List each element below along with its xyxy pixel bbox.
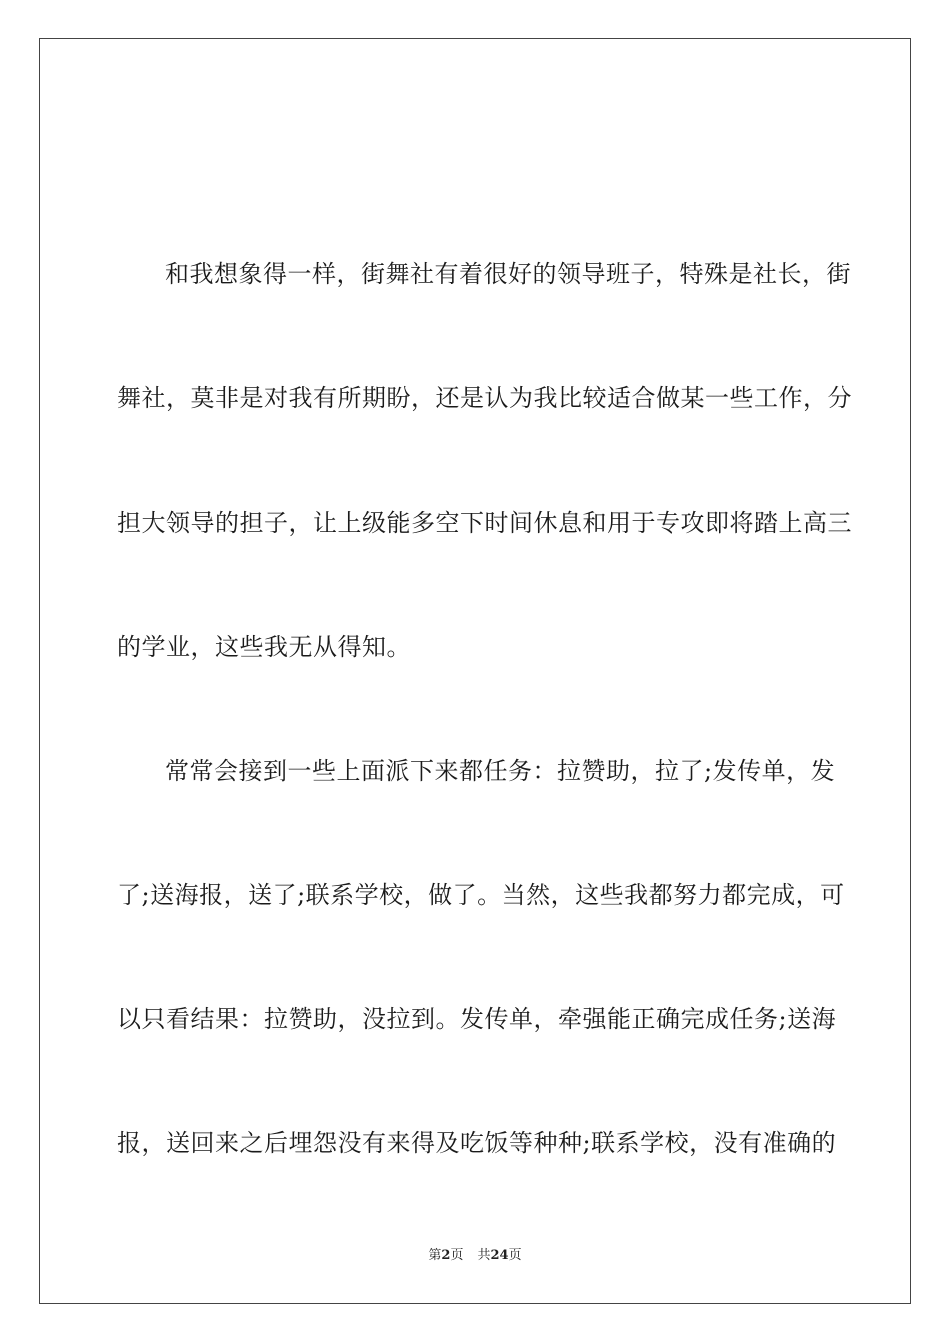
paragraph-2-line-3: 以只看结果：拉赞助，没拉到。发传单，牵强能正确完成任务;送海 — [117, 1005, 837, 1033]
paragraph-2-line-2: 了;送海报，送了;联系学校，做了。当然，这些我都努力都完成，可 — [117, 881, 845, 909]
paragraph-1-line-2: 舞社，莫非是对我有所期盼，还是认为我比较适合做某一些工作，分 — [117, 384, 852, 412]
page-border — [39, 38, 911, 1304]
paragraph-1-line-4: 的学业，这些我无从得知。 — [117, 633, 411, 661]
total-suffix: 页 — [508, 1248, 522, 1263]
total-pages: 24 — [490, 1248, 509, 1263]
page-prefix: 第 — [428, 1248, 442, 1263]
page-number: 2 — [441, 1248, 451, 1263]
page-footer — [0, 1247, 950, 1265]
paragraph-1-line-1: 和我想象得一样，街舞社有着很好的领导班子，特殊是社长，街 — [165, 260, 851, 288]
paragraph-1-line-3: 担大领导的担子，让上级能多空下时间休息和用于专攻即将踏上高三 — [117, 509, 852, 537]
page-suffix: 页 — [450, 1248, 464, 1263]
paragraph-2-line-1: 常常会接到一些上面派下来都任务：拉赞助，拉了;发传单，发 — [165, 757, 836, 785]
paragraph-2-line-4: 报，送回来之后埋怨没有来得及吃饭等种种;联系学校，没有准确的 — [117, 1129, 837, 1157]
total-prefix: 共 — [477, 1248, 491, 1263]
